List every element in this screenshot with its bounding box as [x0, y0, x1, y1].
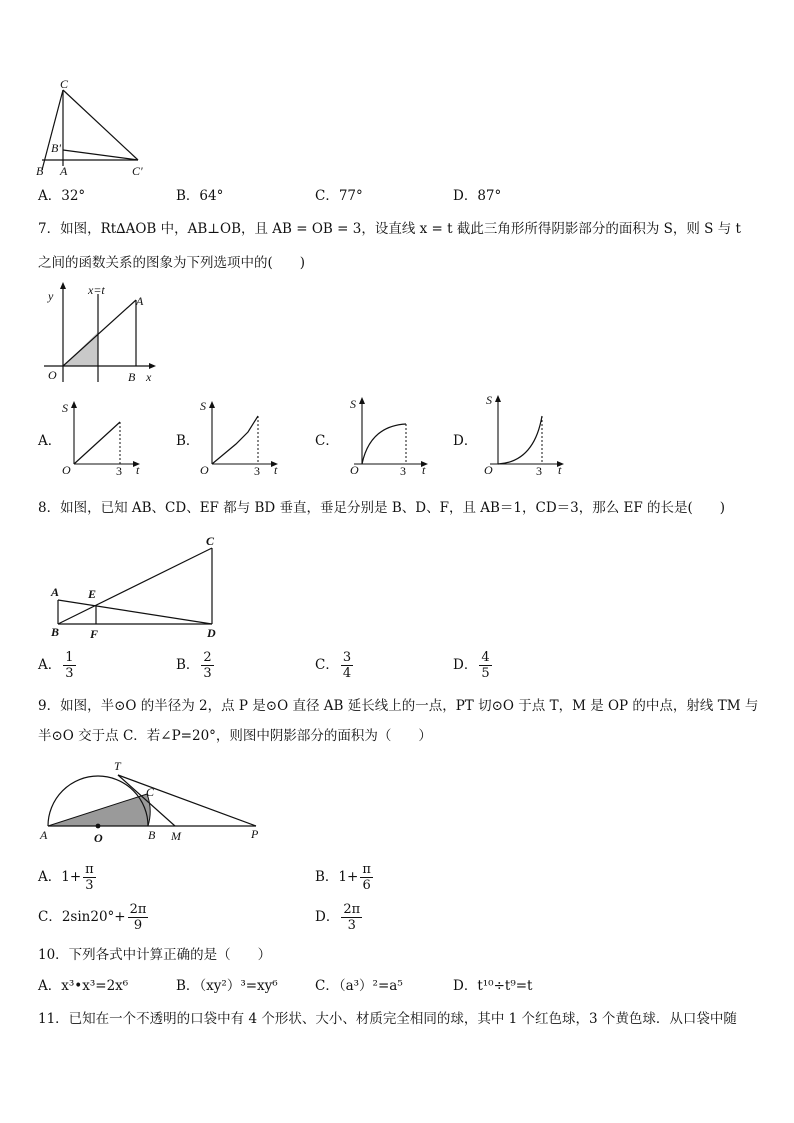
q9-label-c: C — [146, 785, 155, 799]
q7a-label-3: 3 — [116, 464, 122, 478]
q8-option-a-fraction: $\frac{1}{3}$ — [65, 650, 74, 681]
q7c-label-o: O — [350, 463, 359, 477]
q7-option-c[interactable]: C． — [315, 433, 339, 449]
q10-stem: 10．下列各式中计算正确的是（ ） — [38, 947, 272, 963]
q6-option-c[interactable]: C．77° — [315, 188, 363, 204]
q7d-label-s: S — [486, 393, 492, 407]
q9-option-c[interactable]: C．2sin20°+ $\frac{2\pi}{9}$ — [38, 902, 147, 933]
q7-option-d-graph — [474, 388, 574, 478]
q10-option-a[interactable]: A．x³•x³=2x⁶ — [38, 978, 129, 994]
q7c-label-3: 3 — [400, 464, 406, 478]
q9-label-p: P — [251, 827, 259, 841]
q7b-label-t: t — [274, 463, 278, 477]
q8-label-c: C — [206, 534, 215, 548]
q9-figure — [34, 756, 270, 848]
q9-option-d[interactable]: D． $\frac{2\pi}{3}$ — [315, 902, 361, 933]
q8-stem: 8．如图，已知 AB、CD、EF 都与 BD 垂直，垂足分别是 B、D、F，且 AB＝1，CD＝3，那么 EF 的长是( ) — [38, 500, 726, 516]
q10-option-c[interactable]: C．（a³）²=a⁵ — [315, 978, 403, 994]
q8-option-a[interactable]: A． $\frac{1}{3}$ — [38, 650, 74, 681]
q7-option-a-graph — [58, 396, 148, 478]
q7-label-xt: x=t — [88, 283, 105, 297]
q7b-label-s: S — [200, 399, 206, 413]
q7-option-b-graph — [196, 396, 286, 478]
q6-label-c-prime: C' — [132, 164, 143, 178]
q7d-label-o: O — [484, 463, 493, 477]
q7-label-x: x — [146, 370, 152, 384]
q9-label-a: A — [40, 828, 48, 842]
q11-stem: 11．已知在一个不透明的口袋中有 4 个形状、大小、材质完全相同的球，其中 1 个红色球，3 个黄色球．从口袋中随 — [38, 1011, 737, 1027]
q7-stem-line2: 之间的函数关系的图象为下列选项中的( ) — [38, 255, 306, 271]
q6-label-b: B — [36, 164, 44, 178]
q8-label-d: D — [207, 626, 216, 640]
q6-label-c: C — [60, 78, 69, 91]
q9-option-c-fraction: $\frac{2\pi}{9}$ — [129, 902, 147, 933]
q9-stem-line1: 9．如图，半⊙O 的半径为 2，点 P 是⊙O 直径 AB 延长线上的一点，PT 切⊙O 于点 T，M 是 OP 的中点，射线 TM 与 — [38, 698, 759, 714]
q7-label-y: y — [48, 289, 54, 303]
q9-label-t: T — [114, 759, 121, 773]
q9-option-a[interactable]: A．1+ $\frac{\pi}{3}$ — [38, 862, 94, 893]
q6-label-b-prime: B' — [51, 141, 61, 155]
q9-option-b-fraction: $\frac{\pi}{6}$ — [362, 862, 371, 893]
q7a-label-s: S — [62, 401, 68, 415]
q8-option-b[interactable]: B． $\frac{2}{3}$ — [176, 650, 212, 681]
q7-option-b[interactable]: B． — [176, 433, 200, 449]
q7c-label-t: t — [422, 463, 426, 477]
q10-option-d[interactable]: D．t¹⁰÷t⁹=t — [453, 978, 533, 994]
q7-figure — [36, 282, 166, 386]
q9-stem-line2: 半⊙O 交于点 C．若∠P=20°，则图中阴影部分的面积为（ ） — [38, 728, 432, 744]
q7a-label-t: t — [136, 463, 140, 477]
q7-stem-line1: 7．如图，Rt∆AOB 中，AB⊥OB，且 AB = OB = 3，设直线 x = t 截此三角形所得阴影部分的面积为 S，则 S 与 t — [38, 221, 741, 237]
q8-option-d[interactable]: D． $\frac{4}{5}$ — [453, 650, 490, 681]
q7d-label-t: t — [558, 463, 562, 477]
q7-option-c-graph — [336, 390, 436, 478]
q7b-label-3: 3 — [254, 464, 260, 478]
q7-option-a[interactable]: A． — [38, 433, 62, 449]
q7-label-o: O — [48, 368, 57, 382]
q7-option-d[interactable]: D． — [453, 433, 478, 449]
q7a-label-o: O — [62, 463, 71, 477]
q9-option-a-fraction: $\frac{\pi}{3}$ — [85, 862, 94, 893]
q9-label-b: B — [148, 828, 156, 842]
q7b-label-o: O — [200, 463, 209, 477]
q8-label-e: E — [88, 587, 97, 601]
q6-label-a: A — [60, 164, 68, 178]
q8-option-c-fraction: $\frac{3}{4}$ — [342, 650, 352, 681]
q8-label-f: F — [90, 627, 99, 641]
q9-label-m: M — [171, 829, 181, 843]
q6-option-d[interactable]: D．87° — [453, 188, 502, 204]
q9-option-d-fraction: $\frac{2\pi}{3}$ — [343, 902, 361, 933]
q8-label-b: B — [51, 625, 60, 639]
q8-option-d-fraction: $\frac{4}{5}$ — [481, 650, 490, 681]
q9-option-b[interactable]: B．1+ $\frac{\pi}{6}$ — [315, 862, 371, 893]
q8-figure — [44, 530, 234, 642]
q7d-label-3: 3 — [536, 464, 542, 478]
q8-label-a: A — [51, 585, 60, 599]
q9-label-o: O — [94, 831, 103, 845]
q7-label-a: A — [136, 294, 144, 308]
q7-label-b: B — [128, 370, 136, 384]
q8-option-b-fraction: $\frac{2}{3}$ — [203, 650, 212, 681]
q8-option-c[interactable]: C． $\frac{3}{4}$ — [315, 650, 352, 681]
q7c-label-s: S — [350, 397, 356, 411]
q6-figure — [30, 78, 150, 178]
q6-option-a[interactable]: A．32° — [38, 188, 86, 204]
q10-option-b[interactable]: B．（xy²）³=xy⁶ — [176, 978, 278, 994]
q6-option-b[interactable]: B．64° — [176, 188, 224, 204]
